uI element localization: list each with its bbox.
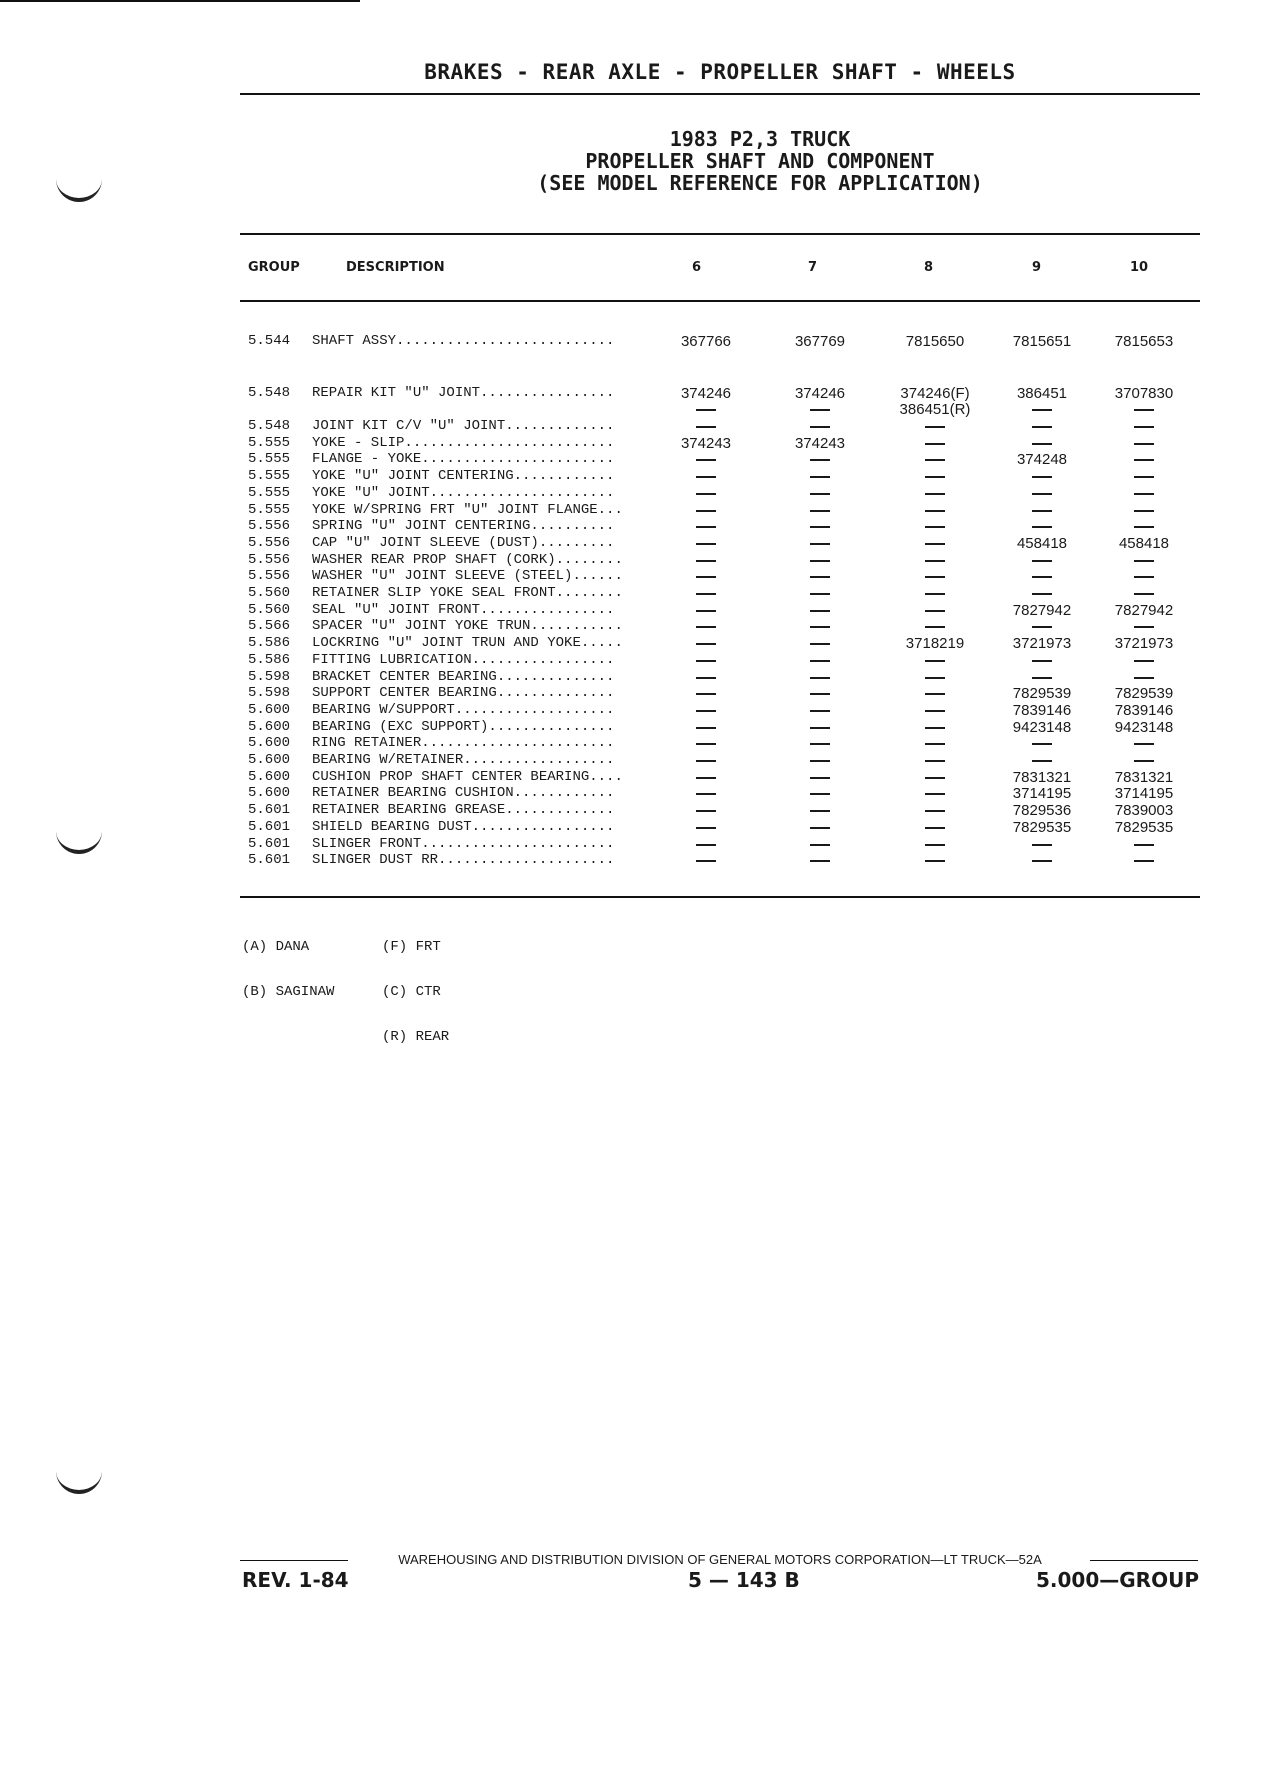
empty-cell-dash xyxy=(1032,760,1052,762)
table-row xyxy=(0,635,1264,652)
table-row xyxy=(0,333,1264,350)
part-number-col-9: 3714195 xyxy=(1012,785,1072,803)
part-description: YOKE "U" JOINT CENTERING............ xyxy=(312,468,615,485)
empty-cell-dash xyxy=(810,510,830,512)
header-col-6: 6 xyxy=(692,260,702,275)
empty-cell-dash xyxy=(925,727,945,729)
empty-cell-dash xyxy=(925,526,945,528)
group-number: 5.586 xyxy=(248,635,291,652)
empty-cell-dash xyxy=(810,660,830,662)
part-number-col-7: 367769 xyxy=(794,333,846,350)
part-description: CAP "U" JOINT SLEEVE (DUST)......... xyxy=(312,534,615,551)
empty-cell-dash xyxy=(1134,626,1154,628)
empty-cell-dash xyxy=(925,844,945,846)
part-number-col-9: 386451 xyxy=(1016,385,1068,402)
table-row xyxy=(0,435,1264,452)
part-number-col-10: 3707830 xyxy=(1114,385,1174,402)
empty-cell-dash xyxy=(1032,743,1052,745)
binder-hole-mark-top xyxy=(56,170,102,202)
part-number-col-10: 3721973 xyxy=(1114,635,1174,653)
empty-cell-dash xyxy=(696,727,716,729)
part-description: SUPPORT CENTER BEARING.............. xyxy=(312,685,615,702)
empty-cell-dash xyxy=(925,593,945,595)
empty-cell-dash xyxy=(696,476,716,478)
table-row xyxy=(0,502,1264,519)
header-description: DESCRIPTION xyxy=(346,260,445,275)
part-number-col-10: 7831321 xyxy=(1114,768,1174,786)
table-bottom-rule xyxy=(240,896,1200,898)
table-row xyxy=(0,385,1264,402)
table-row xyxy=(0,685,1264,702)
table-row xyxy=(0,602,1264,619)
empty-cell-dash xyxy=(1134,443,1154,445)
group-number: 5.598 xyxy=(248,668,291,685)
part-number-col-8: 374246(F) xyxy=(900,385,970,402)
part-description: CUSHION PROP SHAFT CENTER BEARING.... xyxy=(312,768,623,785)
empty-cell-dash xyxy=(810,493,830,495)
empty-cell-dash xyxy=(696,576,716,578)
group-number: 5.601 xyxy=(248,802,291,819)
empty-cell-dash xyxy=(925,626,945,628)
part-number-col-10: 7829539 xyxy=(1114,685,1174,703)
empty-cell-dash xyxy=(696,560,716,562)
empty-cell-dash xyxy=(925,493,945,495)
table-row xyxy=(0,535,1264,552)
part-description: SLINGER FRONT....................... xyxy=(312,835,615,852)
empty-cell-dash xyxy=(925,777,945,779)
group-number: 5.555 xyxy=(248,434,291,451)
part-description: FITTING LUBRICATION................. xyxy=(312,651,615,668)
part-description: RETAINER BEARING CUSHION............ xyxy=(312,785,615,802)
table-row xyxy=(0,485,1264,502)
part-number-col-10: 9423148 xyxy=(1114,718,1174,736)
empty-cell-dash xyxy=(696,626,716,628)
empty-cell-dash xyxy=(696,526,716,528)
note-c: (C) CTR xyxy=(382,984,441,1000)
part-number-col-9: 458418 xyxy=(1016,534,1068,552)
empty-cell-dash xyxy=(810,576,830,578)
footer-page-number: 5 — 143 B xyxy=(688,1568,800,1592)
empty-cell-dash xyxy=(810,693,830,695)
empty-cell-dash xyxy=(925,677,945,679)
group-number: 5.600 xyxy=(248,735,291,752)
empty-cell-dash xyxy=(925,743,945,745)
part-description: BEARING (EXC SUPPORT)............... xyxy=(312,718,615,735)
top-edge-rule xyxy=(0,0,360,2)
empty-cell-dash xyxy=(696,827,716,829)
part-description: SPRING "U" JOINT CENTERING.......... xyxy=(312,518,615,535)
table-row xyxy=(0,702,1264,719)
header-col-10: 10 xyxy=(1130,260,1149,275)
empty-cell-dash xyxy=(696,610,716,612)
empty-cell-dash xyxy=(1032,660,1052,662)
empty-cell-dash xyxy=(925,793,945,795)
group-number: 5.555 xyxy=(248,501,291,518)
empty-cell-dash xyxy=(1032,626,1052,628)
empty-cell-dash xyxy=(696,543,716,545)
part-number-col-10: 7815653 xyxy=(1114,333,1174,350)
part-number-col-9: 7829535 xyxy=(1012,818,1072,836)
empty-cell-dash xyxy=(925,426,945,428)
part-number-col-10: 458418 xyxy=(1118,534,1170,552)
empty-cell-dash xyxy=(1032,844,1052,846)
empty-cell-dash xyxy=(810,560,830,562)
empty-cell-dash xyxy=(810,827,830,829)
empty-cell-dash xyxy=(810,860,830,862)
empty-cell-dash xyxy=(1134,510,1154,512)
empty-cell-dash xyxy=(1134,459,1154,461)
empty-cell-dash xyxy=(1032,493,1052,495)
part-description: SEAL "U" JOINT FRONT................ xyxy=(312,601,615,618)
empty-cell-dash xyxy=(696,810,716,812)
table-row xyxy=(0,785,1264,802)
empty-cell-dash xyxy=(1032,576,1052,578)
empty-cell-dash xyxy=(925,710,945,712)
empty-cell-dash xyxy=(810,543,830,545)
table-row xyxy=(0,468,1264,485)
group-number: 5.601 xyxy=(248,818,291,835)
table-row xyxy=(0,769,1264,786)
table-top-rule xyxy=(240,233,1200,235)
group-number: 5.556 xyxy=(248,518,291,535)
part-number-col-6: 374243 xyxy=(680,434,732,452)
group-number: 5.555 xyxy=(248,468,291,485)
table-row xyxy=(0,518,1264,535)
table-row xyxy=(0,802,1264,819)
header-col-9: 9 xyxy=(1032,260,1042,275)
empty-cell-dash xyxy=(696,660,716,662)
empty-cell-dash xyxy=(810,476,830,478)
empty-cell-dash xyxy=(696,409,716,411)
title-block xyxy=(440,128,1080,194)
part-number-col-9: 374248 xyxy=(1016,451,1068,469)
empty-cell-dash xyxy=(696,677,716,679)
empty-cell-dash xyxy=(925,760,945,762)
empty-cell-dash xyxy=(1134,593,1154,595)
empty-cell-dash xyxy=(810,743,830,745)
part-description: LOCKRING "U" JOINT TRUN AND YOKE..... xyxy=(312,635,623,652)
group-number: 5.601 xyxy=(248,852,291,869)
table-row xyxy=(0,836,1264,853)
empty-cell-dash xyxy=(696,510,716,512)
part-description: RETAINER BEARING GREASE............. xyxy=(312,802,615,819)
empty-cell-dash xyxy=(810,626,830,628)
empty-cell-dash xyxy=(1134,560,1154,562)
part-number-col-9: 7829539 xyxy=(1012,685,1072,703)
empty-cell-dash xyxy=(1134,677,1154,679)
part-description: BEARING W/SUPPORT................... xyxy=(312,701,615,718)
part-number-col-8: 3718219 xyxy=(905,635,965,653)
empty-cell-dash xyxy=(1134,576,1154,578)
note-r: (R) REAR xyxy=(382,1029,450,1045)
empty-cell-dash xyxy=(1134,860,1154,862)
empty-cell-dash xyxy=(696,777,716,779)
group-number: 5.600 xyxy=(248,752,291,768)
part-description: SLINGER DUST RR..................... xyxy=(312,852,615,869)
empty-cell-dash xyxy=(1134,760,1154,762)
empty-cell-dash xyxy=(696,710,716,712)
group-number: 5.560 xyxy=(248,601,291,618)
empty-cell-dash xyxy=(925,810,945,812)
empty-cell-dash xyxy=(696,593,716,595)
table-row xyxy=(0,819,1264,836)
empty-cell-dash xyxy=(810,426,830,428)
part-number-col-10: 3714195 xyxy=(1114,785,1174,803)
empty-cell-dash xyxy=(810,844,830,846)
empty-cell-dash xyxy=(1134,409,1154,411)
empty-cell-dash xyxy=(810,677,830,679)
group-number: 5.555 xyxy=(248,451,291,468)
empty-cell-dash xyxy=(1032,560,1052,562)
empty-cell-dash xyxy=(925,860,945,862)
empty-cell-dash xyxy=(1134,660,1154,662)
empty-cell-dash xyxy=(1134,526,1154,528)
empty-cell-dash xyxy=(1134,743,1154,745)
empty-cell-dash xyxy=(925,560,945,562)
empty-cell-dash xyxy=(925,827,945,829)
group-number: 5.544 xyxy=(248,333,291,349)
empty-cell-dash xyxy=(1032,510,1052,512)
empty-cell-dash xyxy=(810,810,830,812)
group-number: 5.601 xyxy=(248,835,291,852)
group-number: 5.548 xyxy=(248,418,291,434)
part-number-col-9: 7829536 xyxy=(1012,802,1072,820)
part-description: REPAIR KIT "U" JOINT................ xyxy=(312,385,615,401)
group-number: 5.556 xyxy=(248,568,291,585)
empty-cell-dash xyxy=(810,793,830,795)
footer-revision: REV. 1-84 xyxy=(242,1568,349,1592)
part-number-col-9: 9423148 xyxy=(1012,718,1072,736)
empty-cell-dash xyxy=(1032,443,1052,445)
table-row xyxy=(0,418,1264,435)
group-number: 5.600 xyxy=(248,718,291,735)
empty-cell-dash xyxy=(1032,409,1052,411)
part-number-col-6: 374246 xyxy=(680,385,732,402)
part-description: RING RETAINER....................... xyxy=(312,735,615,752)
title-line-1: 1983 P2,3 TRUCK xyxy=(669,127,851,151)
part-description: FLANGE - YOKE....................... xyxy=(312,451,615,468)
empty-cell-dash xyxy=(925,576,945,578)
table-row xyxy=(0,451,1264,468)
empty-cell-dash xyxy=(1032,426,1052,428)
part-description: SHIELD BEARING DUST................. xyxy=(312,818,615,835)
header-col-8: 8 xyxy=(924,260,934,275)
part-number-col-7: 374243 xyxy=(794,434,846,452)
part-number-col-8: 386451(R) xyxy=(899,401,971,418)
table-row xyxy=(0,585,1264,602)
header-col-7: 7 xyxy=(808,260,818,275)
group-number: 5.600 xyxy=(248,768,291,785)
part-number-col-9: 7815651 xyxy=(1012,333,1072,350)
part-number-col-10: 7829535 xyxy=(1114,818,1174,836)
empty-cell-dash xyxy=(810,459,830,461)
empty-cell-dash xyxy=(1032,526,1052,528)
group-number: 5.555 xyxy=(248,484,291,501)
part-description: WASHER REAR PROP SHAFT (CORK)........ xyxy=(312,551,623,568)
empty-cell-dash xyxy=(1134,844,1154,846)
table-row xyxy=(0,719,1264,736)
empty-cell-dash xyxy=(696,693,716,695)
table-row xyxy=(0,552,1264,569)
empty-cell-dash xyxy=(925,693,945,695)
group-number: 5.556 xyxy=(248,534,291,551)
part-number-col-10: 7827942 xyxy=(1114,601,1174,619)
empty-cell-dash xyxy=(1032,593,1052,595)
group-number: 5.600 xyxy=(248,701,291,718)
empty-cell-dash xyxy=(1134,493,1154,495)
table-row xyxy=(0,735,1264,752)
part-number-col-9: 3721973 xyxy=(1012,635,1072,653)
footer-group: 5.000—GROUP xyxy=(1036,1568,1199,1592)
part-description: BEARING W/RETAINER.................. xyxy=(312,752,615,768)
empty-cell-dash xyxy=(925,510,945,512)
part-description: YOKE W/SPRING FRT "U" JOINT FLANGE... xyxy=(312,501,623,518)
group-number: 5.598 xyxy=(248,685,291,702)
table-row xyxy=(0,401,1264,418)
binder-hole-mark-bottom xyxy=(56,1462,102,1494)
header-bottom-rule xyxy=(240,300,1200,302)
table-row xyxy=(0,852,1264,869)
empty-cell-dash xyxy=(925,660,945,662)
empty-cell-dash xyxy=(696,793,716,795)
part-description: BRACKET CENTER BEARING.............. xyxy=(312,668,615,685)
part-number-col-6: 367766 xyxy=(680,333,732,350)
footer-division-line: WAREHOUSING AND DISTRIBUTION DIVISION OF GENERAL MOTORS CORPORATION—LT TRUCK—52A xyxy=(398,1552,1042,1567)
empty-cell-dash xyxy=(925,476,945,478)
empty-cell-dash xyxy=(810,409,830,411)
empty-cell-dash xyxy=(696,459,716,461)
group-number: 5.586 xyxy=(248,651,291,668)
note-b: (B) SAGINAW xyxy=(242,984,335,1000)
empty-cell-dash xyxy=(696,643,716,645)
empty-cell-dash xyxy=(696,760,716,762)
table-row xyxy=(0,652,1264,669)
part-description: WASHER "U" JOINT SLEEVE (STEEL)...... xyxy=(312,568,623,585)
empty-cell-dash xyxy=(925,443,945,445)
note-f: (F) FRT xyxy=(382,939,441,955)
table-row xyxy=(0,568,1264,585)
title-line-3: (SEE MODEL REFERENCE FOR APPLICATION) xyxy=(537,171,983,195)
empty-cell-dash xyxy=(810,593,830,595)
part-description: RETAINER SLIP YOKE SEAL FRONT........ xyxy=(312,585,623,601)
part-number-col-7: 374246 xyxy=(794,385,846,402)
running-head: BRAKES - REAR AXLE - PROPELLER SHAFT - WHEELS xyxy=(424,60,1016,84)
part-description: YOKE "U" JOINT...................... xyxy=(312,484,615,501)
part-description: JOINT KIT C/V "U" JOINT............. xyxy=(312,418,615,434)
table-row xyxy=(0,669,1264,686)
empty-cell-dash xyxy=(1134,476,1154,478)
empty-cell-dash xyxy=(696,426,716,428)
title-line-2: PROPELLER SHAFT AND COMPONENT xyxy=(585,149,935,173)
group-number: 5.560 xyxy=(248,585,291,601)
notes-right xyxy=(382,910,449,1075)
empty-cell-dash xyxy=(1032,476,1052,478)
group-number: 5.600 xyxy=(248,785,291,802)
empty-cell-dash xyxy=(810,526,830,528)
part-number-col-9: 7839146 xyxy=(1012,701,1072,719)
empty-cell-dash xyxy=(810,610,830,612)
empty-cell-dash xyxy=(810,760,830,762)
note-a: (A) DANA xyxy=(242,939,310,955)
empty-cell-dash xyxy=(696,743,716,745)
empty-cell-dash xyxy=(925,543,945,545)
empty-cell-dash xyxy=(1032,860,1052,862)
empty-cell-dash xyxy=(925,459,945,461)
footer-rule-right xyxy=(1090,1560,1198,1561)
part-description: SPACER "U" JOINT YOKE TRUN........... xyxy=(312,618,623,635)
table-row xyxy=(0,752,1264,769)
group-number: 5.556 xyxy=(248,551,291,568)
empty-cell-dash xyxy=(1134,426,1154,428)
part-number-col-9: 7827942 xyxy=(1012,601,1072,619)
empty-cell-dash xyxy=(696,860,716,862)
empty-cell-dash xyxy=(810,643,830,645)
part-number-col-8: 7815650 xyxy=(905,333,965,350)
part-description: YOKE - SLIP......................... xyxy=(312,434,615,451)
group-number: 5.566 xyxy=(248,618,291,635)
part-number-col-10: 7839146 xyxy=(1114,701,1174,719)
part-number-col-10: 7839003 xyxy=(1114,802,1174,820)
part-description: SHAFT ASSY.......................... xyxy=(312,333,615,349)
group-number: 5.548 xyxy=(248,385,291,401)
running-head-rule xyxy=(240,93,1200,95)
table-row xyxy=(0,618,1264,635)
header-group: GROUP xyxy=(248,260,300,275)
part-number-col-9: 7831321 xyxy=(1012,768,1072,786)
empty-cell-dash xyxy=(810,710,830,712)
empty-cell-dash xyxy=(810,727,830,729)
empty-cell-dash xyxy=(1032,677,1052,679)
notes-left xyxy=(242,910,334,1030)
empty-cell-dash xyxy=(696,493,716,495)
empty-cell-dash xyxy=(925,610,945,612)
empty-cell-dash xyxy=(810,777,830,779)
empty-cell-dash xyxy=(696,844,716,846)
